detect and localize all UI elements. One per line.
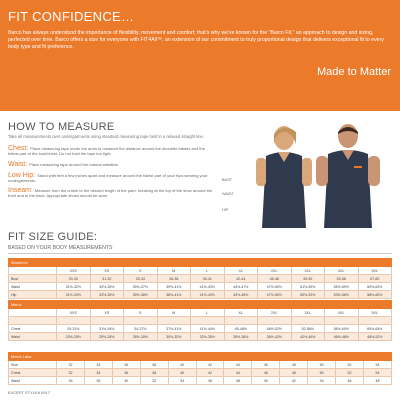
table-cell: 40 <box>168 361 196 369</box>
table-cell: 44 <box>308 377 336 385</box>
table-cell: 52 <box>336 369 364 377</box>
table-cell: 42 <box>280 377 308 385</box>
table-cell: 31½-34½ <box>90 325 124 333</box>
table-row <box>9 283 392 291</box>
size-header: XS <box>90 267 124 275</box>
row-label: Hip <box>9 291 57 299</box>
table-row <box>9 267 392 275</box>
table-cell: 57-60 <box>358 275 392 283</box>
table-cell: 42½-46½ <box>291 333 325 341</box>
table-cell: 46 <box>252 369 280 377</box>
table-cell <box>90 317 124 325</box>
table-row <box>9 317 392 325</box>
table-cell: 26 <box>57 377 85 385</box>
row-label: Waist <box>9 377 57 385</box>
size-header: L <box>191 267 225 275</box>
table-cell: 44 <box>224 361 252 369</box>
size-header: M <box>157 267 191 275</box>
table-cell: 41½-44½ <box>191 325 225 333</box>
table-row <box>9 333 392 341</box>
mens-heading: Men's <box>9 301 392 309</box>
table-cell: 32 <box>57 361 85 369</box>
size-header: XL <box>224 309 258 317</box>
divider <box>8 253 392 254</box>
size-header: 5XL <box>358 267 392 275</box>
fit-confidence-banner <box>0 0 400 111</box>
measure-item-waist <box>8 163 216 168</box>
table-cell: 60½-63½ <box>358 283 392 291</box>
table-cell: 37½-41½ <box>157 325 191 333</box>
table-cell: 43½-46½ <box>224 291 258 299</box>
row-label: Size <box>9 361 57 369</box>
table-cell: 54 <box>363 361 391 369</box>
table-cell: 47½-50½ <box>258 291 292 299</box>
size-header: 3XL <box>291 309 325 317</box>
table-cell: 41½-43½ <box>191 291 225 299</box>
table-cell: 50 <box>308 369 336 377</box>
measure-text: Place measuring tape around the natural waistline. <box>29 162 120 167</box>
models-illustration <box>222 122 396 228</box>
row-label: Waist <box>9 283 57 291</box>
table-cell: 46 <box>252 361 280 369</box>
size-header: 2XL <box>258 267 292 275</box>
table-cell: 52 <box>336 361 364 369</box>
table-cell: 44½-47½ <box>224 283 258 291</box>
table-cell: 53½-56½ <box>325 291 359 299</box>
table-cell <box>157 317 191 325</box>
table-cell: 44 <box>224 369 252 377</box>
table-cell: 55½-59½ <box>325 283 359 291</box>
size-header: 5XL <box>358 309 392 317</box>
table-cell: 51½-55½ <box>291 283 325 291</box>
model-label-waist: WAIST <box>222 192 234 196</box>
table-cell: 29-31½ <box>57 325 91 333</box>
table-cell: 50½-53½ <box>291 291 325 299</box>
table-cell: 23½-25½ <box>57 333 91 341</box>
table-row <box>9 377 392 385</box>
table-cell: 35½-38½ <box>124 291 158 299</box>
size-header: 4XL <box>325 309 359 317</box>
table-row <box>9 309 392 317</box>
table-cell <box>291 317 325 325</box>
table-cell: 30 <box>112 377 140 385</box>
how-to-measure-title: HOW TO MEASURE <box>8 121 115 133</box>
table-cell: 29-30 <box>57 275 91 283</box>
table-cell: 50 <box>308 361 336 369</box>
banner-title: FIT CONFIDENCE… <box>8 9 135 24</box>
table-cell: 48½-52½ <box>258 325 292 333</box>
table-cell: 40 <box>168 369 196 377</box>
measure-item-chest <box>8 147 216 157</box>
measure-term: Chest: <box>8 145 29 152</box>
size-header: 3XL <box>291 267 325 275</box>
table-cell: 32 <box>140 377 168 385</box>
table-cell: 31-32 <box>90 275 124 283</box>
row-label: Chest <box>9 325 57 333</box>
table-cell: 42 <box>196 361 224 369</box>
table-cell <box>57 317 91 325</box>
table-cell: 42 <box>196 369 224 377</box>
measure-term: Waist: <box>8 161 28 168</box>
mens-labs-heading: Men's Labs <box>9 353 392 361</box>
size-header <box>9 267 57 275</box>
model-label-bust: BUST <box>222 178 233 182</box>
size-header: XXS <box>57 267 91 275</box>
table-cell: 25½-28½ <box>90 333 124 341</box>
size-header: 2XL <box>258 309 292 317</box>
mens-labs-size-table <box>8 352 392 385</box>
row-label: Bust <box>9 275 57 283</box>
table-cell <box>191 317 225 325</box>
how-to-measure-subtitle: Take all measurements over undergarments using standard measuring tape held in a relaxed straight line. <box>8 134 204 139</box>
measure-text: Place measuring tape under the arms to measure the distance around the shoulder blades and the fullest part of the bust/chest. Do not hold the tape too tight. <box>8 146 205 156</box>
fit-size-guide-title: FIT SIZE GUIDE: <box>8 231 98 243</box>
table-cell: 41½-43½ <box>191 283 225 291</box>
table-cell <box>325 317 359 325</box>
table-cell: 36 <box>196 377 224 385</box>
table-cell: 47½-50½ <box>258 283 292 291</box>
table-cell: 54 <box>363 369 391 377</box>
table-cell: 48½-52½ <box>358 333 392 341</box>
size-header: S <box>124 267 158 275</box>
womens-heading: Women's <box>9 259 392 267</box>
table-cell: 38½-42½ <box>258 333 292 341</box>
table-cell <box>224 317 258 325</box>
banner-text: Barco has always understood the importance of flexibility, movement and comfort; that's why we've known for the "Barco Fit," an approach to design and sizing, perfected over time. Barco offers a size for everyone with FIT4All™, an extension of our commitment to truly proportional design that delivers exceptional fit to every body type and fit preference. <box>8 30 384 50</box>
measure-term: Low Hip: <box>8 172 36 179</box>
size-header: XXS <box>57 309 91 317</box>
table-cell: 31½-33½ <box>57 291 91 299</box>
table-cell: 32 <box>57 369 85 377</box>
table-cell: 38 <box>140 361 168 369</box>
measure-text: Measure from the crotch to the desired length of the pant, breaking at the top of the shoe around the front and to the back. Appropriate shoes should be worn. <box>8 188 213 198</box>
table-cell: 49-52 <box>291 275 325 283</box>
womens-size-table <box>8 258 392 299</box>
table-cell: 45-48 <box>258 275 292 283</box>
table-cell: 46 <box>336 377 364 385</box>
table-cell: 33-34 <box>124 275 158 283</box>
table-cell: 31½-32½ <box>57 283 91 291</box>
size-header: L <box>191 309 225 317</box>
table-cell: 34 <box>84 369 112 377</box>
table-row <box>9 325 392 333</box>
table-cell: 48 <box>280 361 308 369</box>
table-cell: 45-48½ <box>224 325 258 333</box>
banner-tagline: Made to Matter <box>317 66 391 78</box>
model-label-hip: HIP <box>222 208 229 212</box>
table-row <box>9 361 392 369</box>
table-cell: 36 <box>112 369 140 377</box>
fit-size-guide-subtitle: BASED ON YOUR BODY MEASUREMENTS <box>8 245 113 251</box>
except-style-note: EXCEPT STYLE# 0917 <box>8 390 50 395</box>
table-cell: 39½-41½ <box>157 283 191 291</box>
table-cell: 58½-60½ <box>358 291 392 299</box>
table-cell: 38 <box>224 377 252 385</box>
table-cell: 42-44 <box>224 275 258 283</box>
table-cell: 28 <box>84 377 112 385</box>
table-cell: 28½-30½ <box>124 333 158 341</box>
table-cell: 38½-41½ <box>157 291 191 299</box>
table-cell: 46½-48½ <box>325 333 359 341</box>
measure-term: Inseam: <box>8 187 33 194</box>
table-row <box>9 291 392 299</box>
table-cell: 52-56½ <box>291 325 325 333</box>
measure-item-inseam <box>8 189 216 199</box>
table-cell: 40 <box>252 377 280 385</box>
table-cell: 34-37½ <box>124 325 158 333</box>
table-cell <box>258 317 292 325</box>
table-cell: 34 <box>168 377 196 385</box>
size-header: XL <box>224 267 258 275</box>
table-cell: 60½-64½ <box>358 325 392 333</box>
table-cell: 39-41 <box>191 275 225 283</box>
size-header: XS <box>90 309 124 317</box>
table-cell: 38 <box>140 369 168 377</box>
row-label: Chest <box>9 369 57 377</box>
table-cell: 32½-35½ <box>191 333 225 341</box>
table-cell: 48 <box>363 377 391 385</box>
size-header: 4XL <box>325 267 359 275</box>
table-cell <box>358 317 392 325</box>
models-photo <box>236 122 396 228</box>
table-cell: 35½-37½ <box>124 283 158 291</box>
table-cell: 36 <box>112 361 140 369</box>
size-header <box>9 309 57 317</box>
table-cell: 53-56 <box>325 275 359 283</box>
row-label <box>9 317 57 325</box>
table-cell: 35½-38½ <box>224 333 258 341</box>
table-cell: 56½-60½ <box>325 325 359 333</box>
table-row <box>9 369 392 377</box>
table-row <box>9 275 392 283</box>
table-cell: 33½-35½ <box>90 283 124 291</box>
table-cell: 36-38 <box>157 275 191 283</box>
measure-text: Stand with feet a few inches apart and measure around the fullest part of your hips wearing your undergarments. <box>8 173 208 183</box>
table-cell <box>124 317 158 325</box>
size-header: S <box>124 309 158 317</box>
table-cell: 33½-35½ <box>90 291 124 299</box>
measure-item-low-hip <box>8 174 216 184</box>
size-header: M <box>157 309 191 317</box>
table-cell: 34 <box>84 361 112 369</box>
table-cell: 48 <box>280 369 308 377</box>
table-cell: 30½-32½ <box>157 333 191 341</box>
mens-size-table <box>8 300 392 341</box>
row-label: Waist <box>9 333 57 341</box>
